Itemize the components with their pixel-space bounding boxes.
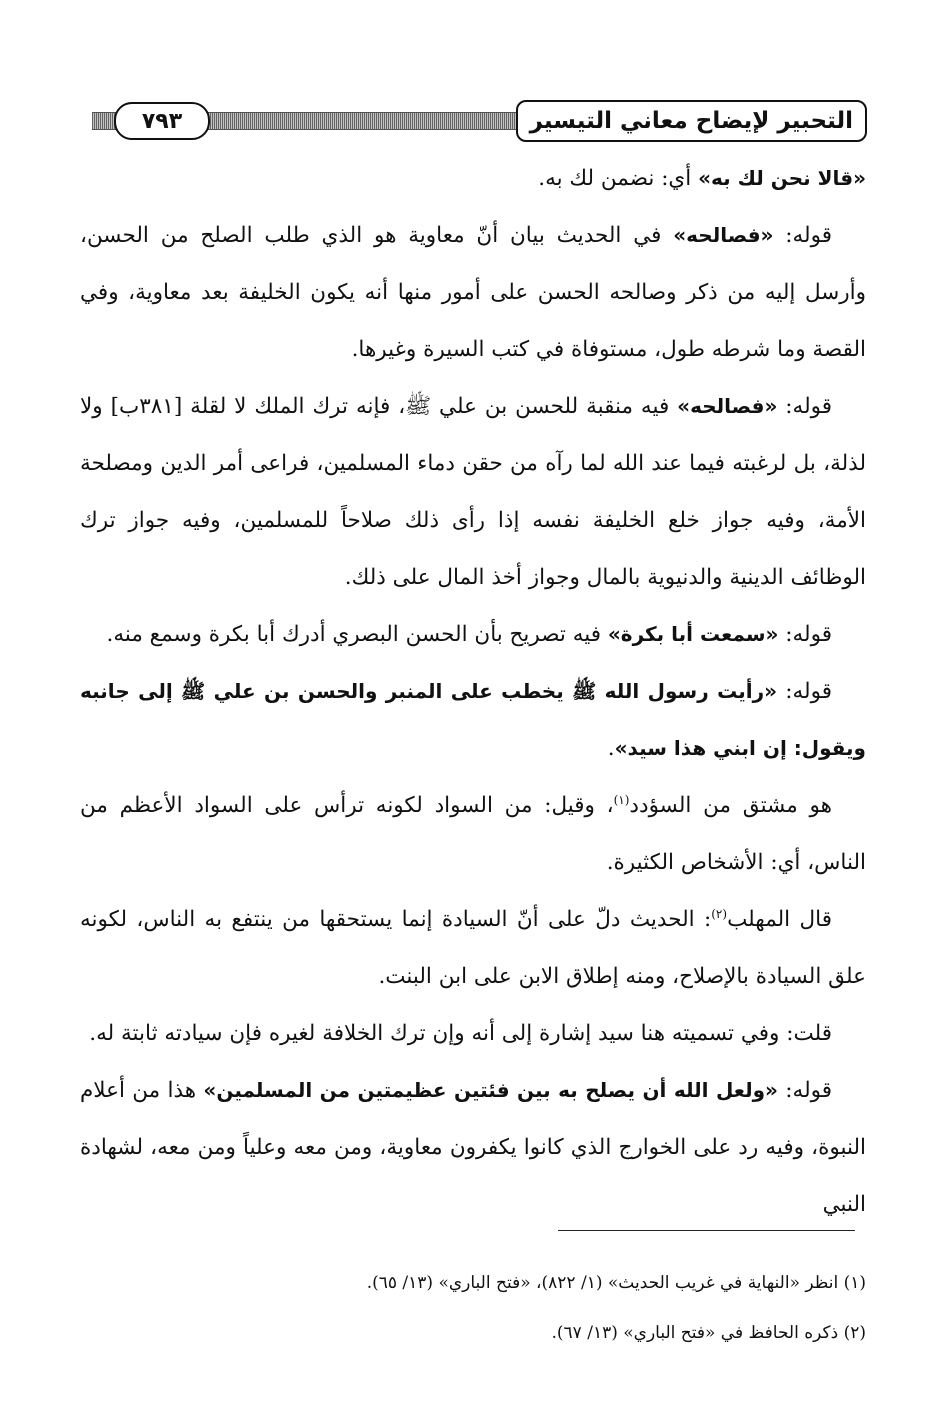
- page-number-text: ٧٩٣: [141, 108, 183, 134]
- footnotes: [80, 1258, 866, 1358]
- paragraph-text: أي: نضمن لك به.: [538, 166, 699, 191]
- paragraph-text: هو مشتق من السؤدد: [629, 793, 832, 818]
- paragraph-text: : الحديث دلّ على أنّ السيادة إنما يستحقها من ينتفع به الناس، لكونه علق السيادة بالإصلاح، ومنه إطلاق الابن على ابن البنت.: [80, 907, 866, 989]
- page-header: [92, 100, 867, 146]
- quoted-hadith-text: «فصالحه»: [677, 394, 778, 418]
- paragraph: [80, 663, 866, 777]
- page-number: [114, 102, 210, 140]
- paragraph-text: .: [607, 736, 615, 761]
- book-title-text: التحبير لإيضاح معاني التيسير: [529, 108, 853, 134]
- quoted-hadith-text: «فصالحه»: [673, 223, 774, 247]
- paragraph: [80, 891, 866, 1005]
- quoted-hadith-text: «ولعل الله أن يصلح به بين فئتين عظيمتين من المسلمين»: [203, 1078, 778, 1102]
- footnote-2: (٢) ذكره الحافظ في «فتح الباري» (١٣/ ٦٧).: [551, 1323, 866, 1343]
- paragraph-text: قال المهلب: [727, 907, 832, 932]
- paragraph: [80, 207, 866, 378]
- footnote-marker: (١): [613, 792, 630, 807]
- paragraph: [80, 378, 866, 606]
- paragraph: [80, 1062, 866, 1233]
- paragraph-text: فيه تصريح بأن الحسن البصري أدرك أبا بكرة وسمع منه.: [106, 622, 608, 647]
- paragraph-text: قوله:: [778, 622, 832, 647]
- footnote-separator: [558, 1230, 855, 1231]
- paragraph-text: قوله:: [777, 1078, 832, 1103]
- paragraph: [80, 150, 866, 207]
- paragraph-text: هذا من أعلام النبوة، وفيه رد على الخوارج الذي كانوا يكفرون معاوية، ومن معه وعلياً ومن معه، لشهادة النبي: [80, 1078, 866, 1217]
- paragraph-text: فيه منقبة للحسن بن علي ﷺ، فإنه ترك الملك لا لقلة [٣٨١ب] ولا لذلة، بل لرغبته فيما عند الله لما رآه من حقن دماء المسلمين، فراعى أمر الدين ومصلحة الأمة، وفيه جواز خلع الخليفة نفسه إذا رأى ذلك صلاحاً للمسلمين، وفيه جواز ترك الوظائف الدينية والدنيوية بالمال وجواز أخذ المال على ذلك.: [80, 394, 866, 590]
- footnote-marker: (٢): [711, 906, 728, 921]
- paragraph-text: قوله:: [777, 679, 832, 704]
- paragraph-text: قلت: وفي تسميته هنا سيد إشارة إلى أنه وإن ترك الخلافة لغيره فإن سيادته ثابتة له.: [89, 1021, 832, 1046]
- paragraph: [80, 1005, 866, 1062]
- paragraph-text: ، وقيل: من السواد لكونه ترأس على السواد الأعظم من الناس، أي: الأشخاص الكثيرة.: [80, 793, 866, 875]
- paragraph-text: قوله:: [777, 394, 833, 419]
- quoted-hadith-text: «سمعت أبا بكرة»: [607, 622, 779, 646]
- paragraph-text: في الحديث بيان أنّ معاوية هو الذي طلب الصلح من الحسن، وأرسل إليه من ذكر وصالحه الحسن على أمور منها أنه يكون الخليفة بعد معاوية، وفي القصة وما شرطه طول، مستوفاة في كتب السيرة وغيرها.: [80, 223, 866, 362]
- main-text: [80, 150, 866, 1233]
- footnote-1: (١) انظر «النهاية في غريب الحديث» (١/ ٨٢٢)، «فتح الباري» (١٣/ ٦٥).: [366, 1273, 866, 1293]
- paragraph-text: قوله:: [773, 223, 832, 248]
- paragraph: [80, 606, 866, 663]
- quoted-hadith-text: «رأيت رسول الله ﷺ يخطب على المنبر والحسن بن علي ﷺ إلى جانبه ويقول: إن ابني هذا سيد»: [80, 679, 866, 760]
- quoted-hadith-text: «قالا نحن لك به»: [698, 166, 866, 190]
- book-title: [516, 100, 867, 142]
- paragraph: [80, 777, 866, 891]
